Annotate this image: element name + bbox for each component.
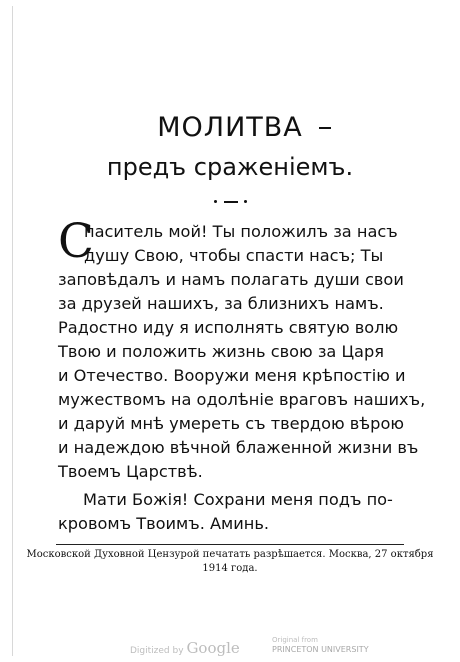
prayer-line: мужествомъ на одолѣнiе враговъ нашихъ, — [58, 390, 426, 409]
prayer-line: заповѣдалъ и намъ полагать души свои — [58, 270, 404, 289]
ornament-dot-left — [214, 200, 217, 203]
drop-cap: С — [58, 214, 94, 269]
prayer-line: душу Свою, чтобы спасти насъ; Ты — [84, 246, 384, 265]
page-title: МОЛИТВА — [157, 112, 303, 143]
prayer-line: Твою и положить жизнь свою за Царя — [58, 342, 384, 361]
censorship-line-1: Московской Духовной Цензурой печатать разрѣшается. Москва, 27 октября — [26, 549, 434, 560]
prayer-line: кровомъ Твоимъ. Аминь. — [58, 514, 270, 533]
prayer-line: Твоемъ Царствѣ. — [58, 462, 203, 481]
ornament-bar — [224, 201, 238, 203]
title-dash — [319, 127, 331, 129]
prayer-text — [58, 214, 426, 536]
footer-rule — [56, 544, 404, 545]
page-subtitle: предъ сраженiемъ. — [106, 153, 354, 181]
prayer-line: и надеждою вѣчной блаженной жизни въ — [58, 438, 419, 457]
censorship-line-2: 1914 года. — [202, 563, 258, 574]
prayer-line: за друзей нашихъ, за близнихъ намъ. — [58, 294, 384, 313]
ornament-dot-right — [244, 200, 247, 203]
prayer-line: и даруй мнѣ умереть съ твердою вѣрою — [58, 414, 404, 433]
prayer-line: Мати Божiя! Сохрани меня подъ по- — [83, 490, 393, 509]
ornament-divider — [214, 200, 248, 203]
digitized-by-label: Digitized by — [130, 646, 184, 656]
original-from-label: Original from — [272, 636, 318, 644]
prayer-line: паситель мой! Ты положилъ за насъ — [84, 222, 398, 241]
prayer-line: и Отечество. Вооружи меня крѣпостiю и — [58, 366, 406, 385]
digitized-by-watermark — [130, 639, 240, 657]
original-from-watermark — [272, 636, 369, 654]
prayer-line: Радостно иду я исполнять святую волю — [58, 318, 399, 337]
university-label: PRINCETON UNIVERSITY — [272, 645, 369, 654]
google-logo: Google — [186, 639, 240, 657]
censorship-note — [0, 548, 460, 576]
